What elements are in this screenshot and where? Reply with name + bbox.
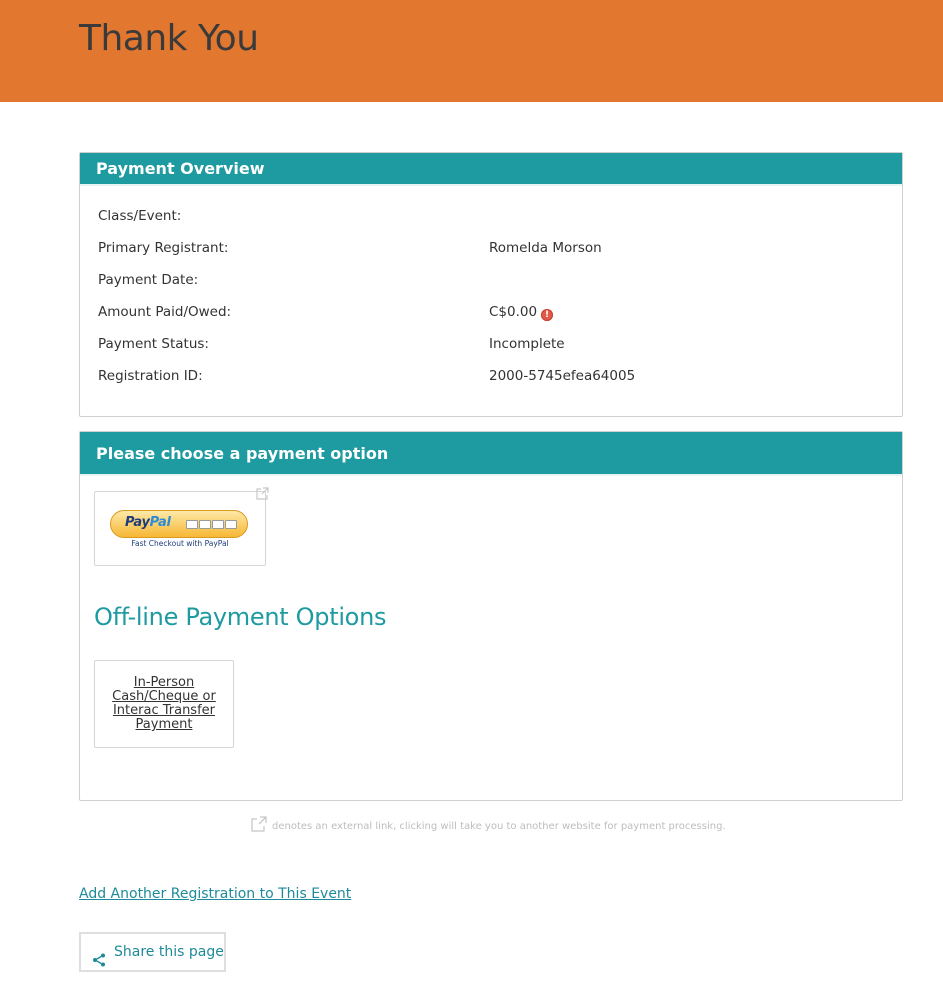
share-label: Share this page bbox=[114, 944, 224, 960]
payment-options-heading: Please choose a payment option bbox=[80, 432, 902, 476]
paypal-option[interactable] bbox=[94, 491, 266, 566]
overview-value: Romelda Morson bbox=[489, 240, 602, 256]
overview-value: 2000-5745efea64005 bbox=[489, 368, 636, 384]
footnote-text: denotes an external link, clicking will take you to another website for payment processing. bbox=[272, 821, 726, 832]
card-logos bbox=[186, 520, 238, 529]
exclamation-icon[interactable]: ! bbox=[541, 309, 553, 321]
page-title: Thank You bbox=[79, 18, 259, 59]
overview-label: Amount Paid/Owed: bbox=[98, 304, 232, 320]
overview-value: Incomplete bbox=[489, 336, 565, 352]
add-registration-link[interactable]: Add Another Registration to This Event bbox=[79, 886, 352, 902]
card-icon bbox=[212, 520, 224, 529]
paypal-button[interactable] bbox=[110, 510, 248, 538]
payment-options-panel bbox=[79, 431, 903, 801]
in-person-payment-link[interactable]: In-Person Cash/Cheque or Interac Transfer Payment bbox=[112, 675, 216, 732]
card-icon bbox=[199, 520, 211, 529]
in-person-payment-option[interactable] bbox=[94, 660, 234, 748]
amount-value: C$0.00 bbox=[489, 304, 538, 320]
external-link-footnote bbox=[251, 816, 726, 836]
overview-label: Payment Status: bbox=[98, 336, 209, 352]
payment-overview-panel bbox=[79, 152, 903, 417]
paypal-logo: PayPal bbox=[125, 515, 171, 530]
share-icon bbox=[92, 945, 106, 959]
overview-label: Payment Date: bbox=[98, 272, 199, 288]
overview-label: Primary Registrant: bbox=[98, 240, 229, 256]
payment-overview-heading: Payment Overview bbox=[80, 153, 902, 186]
paypal-caption: Fast Checkout with PayPal bbox=[131, 539, 229, 548]
card-icon bbox=[225, 520, 237, 529]
overview-value-amount bbox=[489, 302, 553, 322]
overview-label: Registration ID: bbox=[98, 368, 203, 384]
share-button[interactable] bbox=[79, 932, 226, 972]
offline-payment-heading: Off-line Payment Options bbox=[94, 603, 387, 631]
card-icon bbox=[186, 520, 198, 529]
external-link-icon bbox=[256, 487, 269, 500]
overview-label: Class/Event: bbox=[98, 208, 182, 224]
external-link-icon bbox=[251, 816, 267, 832]
page-header bbox=[0, 0, 943, 102]
